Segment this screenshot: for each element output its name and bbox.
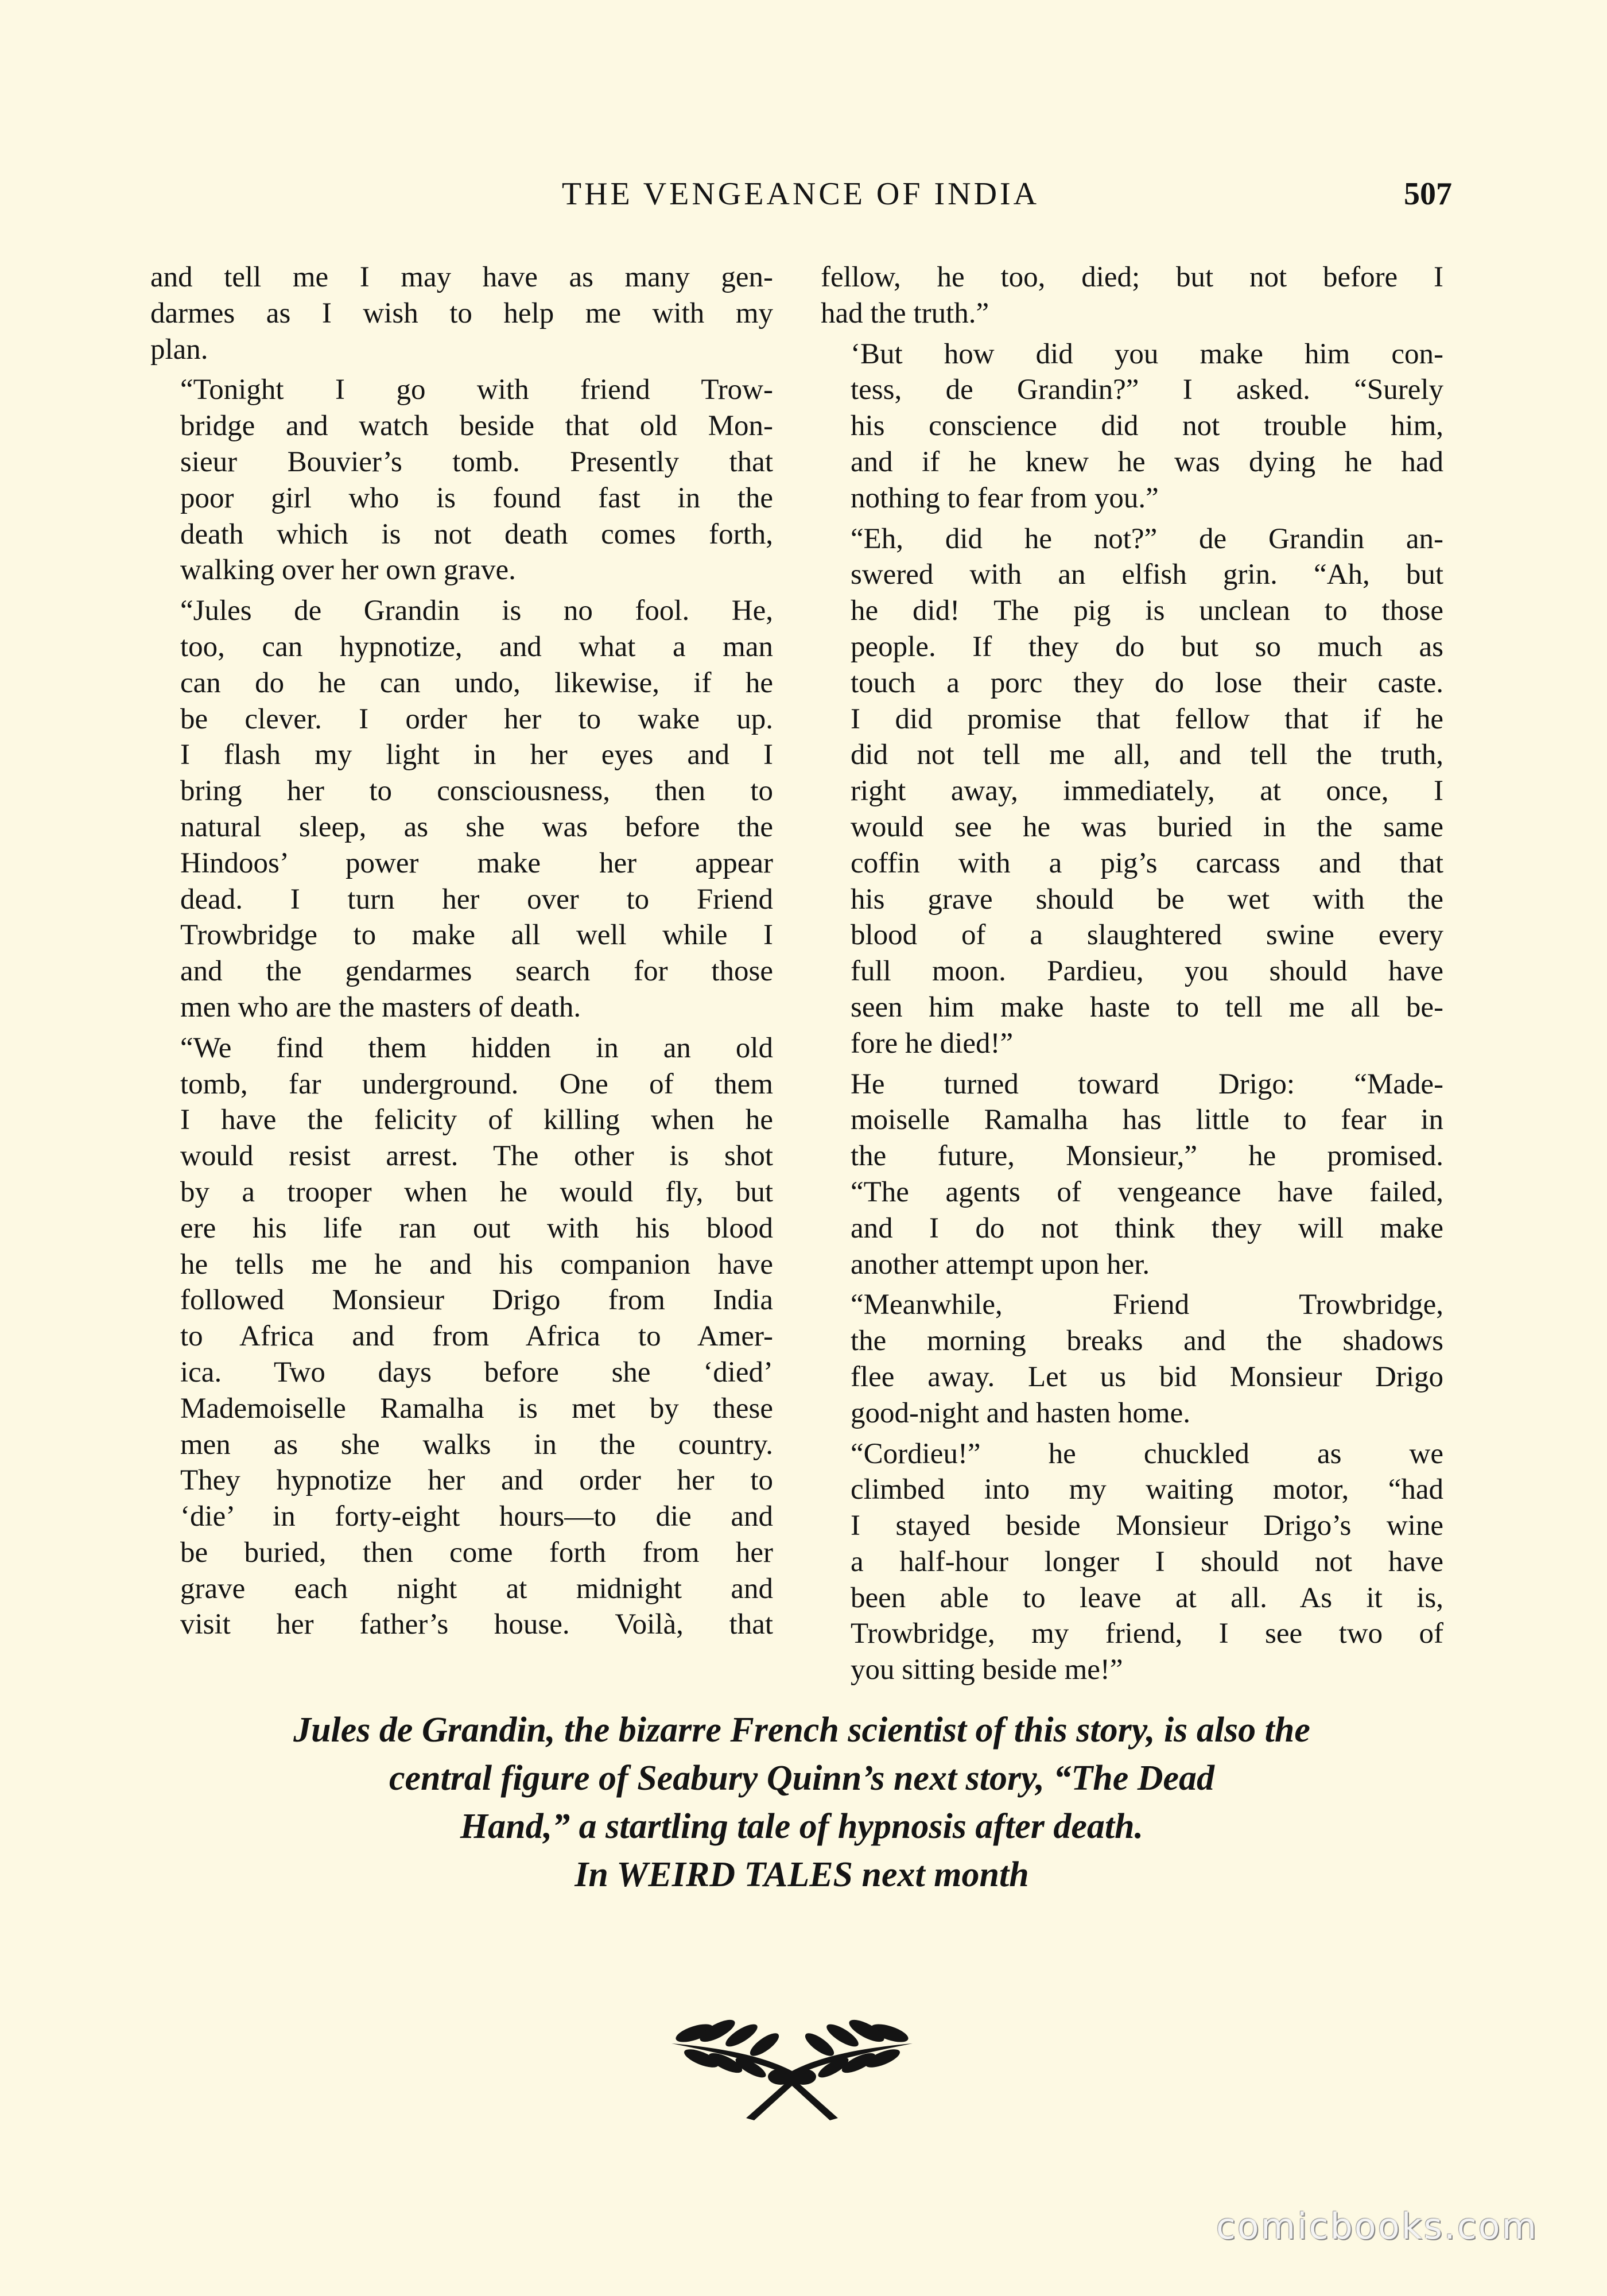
text-line: to Africa and from Africa to Amer- — [180, 1320, 773, 1353]
text-line: sieur Bouvier’s tomb. Presently that — [180, 445, 773, 478]
text-line: ere his life ran out with his blood — [180, 1212, 773, 1244]
text-line: touch a porc they do lose their caste. — [851, 666, 1443, 699]
text-line: and if he knew he was dying he had — [851, 445, 1443, 478]
text-line: tomb, far underground. One of them — [180, 1068, 773, 1100]
laurel-branches-ornament-icon — [660, 2003, 924, 2124]
text-line: coffin with a pig’s carcass and that — [851, 847, 1443, 879]
text-line: and the gendarmes search for those — [180, 955, 773, 988]
paragraph — [821, 1066, 1443, 1283]
text-line: would resist arrest. The other is shot — [180, 1140, 773, 1173]
paragraph — [821, 1436, 1443, 1689]
text-line: moiselle Ramalha has little to fear in — [851, 1104, 1443, 1137]
paragraph — [821, 1287, 1443, 1431]
text-line: his conscience did not trouble him, — [851, 410, 1443, 443]
paragraph — [821, 259, 1443, 332]
text-line: had the truth.” — [821, 297, 989, 329]
text-line: swered with an elfish grin. “Ah, but — [851, 559, 1443, 591]
text-line: Mademoiselle Ramalha is met by these — [180, 1392, 773, 1425]
text-line: full moon. Pardieu, you should have — [851, 955, 1443, 988]
text-line: darmes as I wish to help me with my — [150, 297, 773, 329]
left-column — [150, 259, 773, 1643]
text-line: poor girl who is found fast in the — [180, 482, 773, 514]
text-line: Hindoos’ power make her appear — [180, 847, 773, 879]
promo-line: Hand,” a startling tale of hypnosis after death. — [460, 1807, 1144, 1846]
text-line: “Jules de Grandin is no fool. He, — [180, 595, 773, 627]
text-line: fellow, he too, died; but not before I — [821, 261, 1443, 293]
text-line: ‘die’ in forty-eight hours—to die and — [180, 1500, 773, 1533]
text-line: and tell me I may have as many gen- — [150, 261, 773, 293]
text-line: Trowbridge to make all well while I — [180, 919, 773, 952]
text-line: bridge and watch beside that old Mon- — [180, 410, 773, 443]
text-line: be clever. I order her to wake up. — [180, 703, 773, 735]
text-line: plan. — [150, 333, 208, 366]
text-line: I flash my light in her eyes and I — [180, 739, 773, 771]
text-line: blood of a slaughtered swine every — [851, 919, 1443, 952]
text-line: followed Monsieur Drigo from India — [180, 1284, 773, 1317]
text-line: he did! The pig is unclean to those — [851, 595, 1443, 627]
text-line: Trowbridge, my friend, I see two of — [851, 1618, 1443, 1650]
next-story-promo — [150, 1706, 1453, 1899]
text-line: people. If they do but so much as — [851, 630, 1443, 663]
text-line: seen him make haste to tell me all be- — [851, 991, 1443, 1023]
text-line: a half-hour longer I should not have — [851, 1545, 1443, 1578]
text-line: men who are the masters of death. — [180, 991, 581, 1023]
paragraph — [150, 593, 773, 1026]
text-line: right away, immediately, at once, I — [851, 775, 1443, 808]
text-line: fore he died!” — [851, 1027, 1014, 1060]
text-line: grave each night at midnight and — [180, 1572, 773, 1605]
paragraph — [150, 372, 773, 588]
text-line: men as she walks in the country. — [180, 1428, 773, 1461]
paragraph — [821, 521, 1443, 1062]
promo-line: In WEIRD TALES next month — [575, 1855, 1029, 1894]
text-line: natural sleep, as she was before the — [180, 810, 773, 843]
text-line: “Meanwhile, Friend Trowbridge, — [851, 1289, 1443, 1321]
page-header — [149, 171, 1452, 217]
text-line: visit her father’s house. Voilà, that — [180, 1608, 773, 1641]
text-line: be buried, then come forth from her — [180, 1536, 773, 1569]
text-line: can do he can undo, likewise, if he — [180, 666, 773, 699]
promo-line: Jules de Grandin, the bizarre French scientist of this story, is also the — [293, 1711, 1310, 1750]
text-line: by a trooper when he would fly, but — [180, 1176, 773, 1208]
page-number: 507 — [1404, 176, 1452, 212]
text-line: tess, de Grandin?” I asked. “Surely — [851, 374, 1443, 406]
text-line: ica. Two days before she ‘died’ — [180, 1356, 773, 1389]
paragraph — [150, 1030, 773, 1643]
text-line: ‘But how did you make him con- — [851, 338, 1443, 370]
text-line: I have the felicity of killing when he — [180, 1104, 773, 1137]
text-line: “Cordieu!” he chuckled as we — [851, 1437, 1443, 1470]
text-line: he tells me he and his companion have — [180, 1248, 773, 1281]
text-line: would see he was buried in the same — [851, 810, 1443, 843]
running-title: THE VENGEANCE OF INDIA — [561, 176, 1040, 212]
text-line: nothing to fear from you.” — [851, 482, 1159, 514]
paragraph — [150, 259, 773, 367]
text-line: walking over her own grave. — [180, 554, 516, 587]
text-line: the morning breaks and the shadows — [851, 1325, 1443, 1358]
text-line: “The agents of vengeance have failed, — [851, 1176, 1443, 1208]
text-line: too, can hypnotize, and what a man — [180, 630, 773, 663]
text-line: “We find them hidden in an old — [180, 1031, 773, 1064]
text-line: been able to leave at all. As it is, — [851, 1581, 1443, 1614]
text-line: the future, Monsieur,” he promised. — [851, 1140, 1443, 1173]
text-line: his grave should be wet with the — [851, 883, 1443, 916]
text-line: and I do not think they will make — [851, 1212, 1443, 1244]
text-line: flee away. Let us bid Monsieur Drigo — [851, 1360, 1443, 1393]
text-line: another attempt upon her. — [851, 1248, 1150, 1281]
text-line: I stayed beside Monsieur Drigo’s wine — [851, 1510, 1443, 1542]
text-line: bring her to consciousness, then to — [180, 775, 773, 808]
text-line: “Eh, did he not?” de Grandin an- — [851, 522, 1443, 555]
text-line: did not tell me all, and tell the truth, — [851, 739, 1443, 771]
site-watermark: comicbooks.com — [1216, 2205, 1538, 2247]
text-line: He turned toward Drigo: “Made- — [851, 1068, 1443, 1100]
text-line: “Tonight I go with friend Trow- — [180, 374, 773, 406]
text-line: I did promise that fellow that if he — [851, 703, 1443, 735]
paragraph — [821, 336, 1443, 517]
right-column — [821, 259, 1443, 1688]
text-line: death which is not death comes forth, — [180, 518, 773, 550]
text-line: you sitting beside me!” — [851, 1654, 1123, 1686]
text-line: climbed into my waiting motor, “had — [851, 1473, 1443, 1506]
text-line: good-night and hasten home. — [851, 1397, 1191, 1429]
promo-line: central figure of Seabury Quinn’s next story, “The Dead — [389, 1759, 1215, 1798]
text-line: dead. I turn her over to Friend — [180, 883, 773, 916]
text-line: They hypnotize her and order her to — [180, 1464, 773, 1497]
